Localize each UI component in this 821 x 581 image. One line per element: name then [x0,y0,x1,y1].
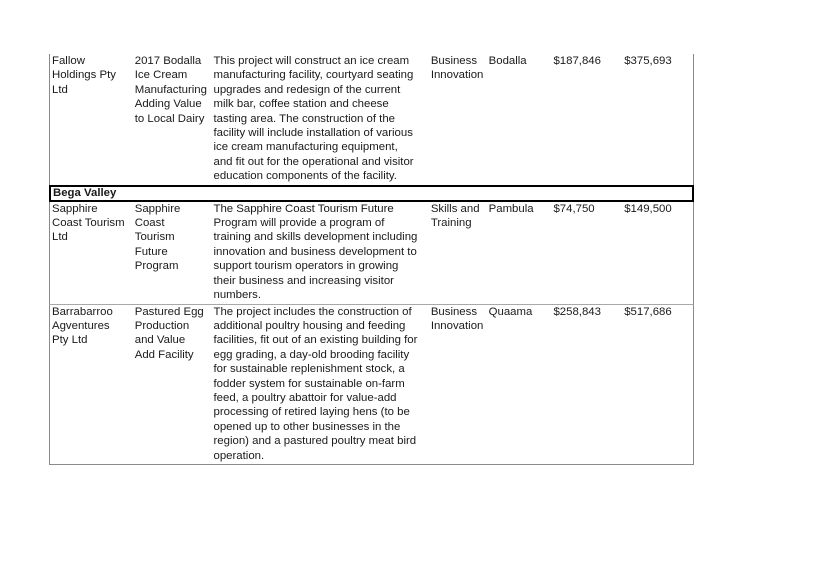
table-row [49,304,694,465]
grants-table [49,54,694,465]
location-cell: Pambula [488,202,534,215]
grant-amount-cell: $187,846 [553,55,601,67]
project-cell: 2017 Bodalla Ice Cream Manufacturing Adding Value to Local Dairy [134,55,207,125]
project-cell: Sapphire Coast Tourism Future Program [134,202,181,273]
grant-amount-cell: $258,843 [553,305,601,318]
applicant-cell: Sapphire Coast Tourism Ltd [52,202,125,244]
total-cost-cell: $517,686 [624,305,672,318]
project-cell: Pastured Egg Production and Value Add Facility [134,305,204,361]
description-cell: The Sapphire Coast Tourism Future Program will provide a program of training and skills development including innovation and business development to support tourism operators in growing their business and increasing visitor numbers. [213,202,418,302]
applicant-cell: Fallow Holdings Pty Ltd [52,55,116,96]
stream-cell: Business Innovation [430,305,484,332]
table-row [49,202,694,304]
table-row [49,54,694,185]
region-heading: Bega Valley [49,185,694,202]
grant-amount-cell: $74,750 [553,202,595,215]
description-cell: This project will construct an ice cream manufacturing facility, courtyard seating upgrades and redesign of the current milk bar, coffee station and cheese tasting area. The construction of the facility will include installation of various ice cream manufacturing equipment, and fit out for the operational and visitor education components of the facility. [213,55,414,183]
location-cell: Bodalla [488,55,527,67]
location-cell: Quaama [488,305,533,318]
total-cost-cell: $375,693 [624,55,672,67]
applicant-cell: Barrabarroo Agventures Pty Ltd [52,305,113,347]
stream-cell: Skills and Training [430,202,480,230]
description-cell: The project includes the construction of additional poultry housing and feeding facilities, fit out of an existing building for egg grading, a day-old brooding facility for sustainable replenishment stock, a fodder system for sustainable on-farm feed, a poultry abattoir for value-add processing of retired laying hens (to be opened up to other businesses in the region) and a pastured poultry meat bird operation. [213,305,418,462]
stream-cell: Business Innovation [430,55,484,82]
total-cost-cell: $149,500 [624,202,672,215]
